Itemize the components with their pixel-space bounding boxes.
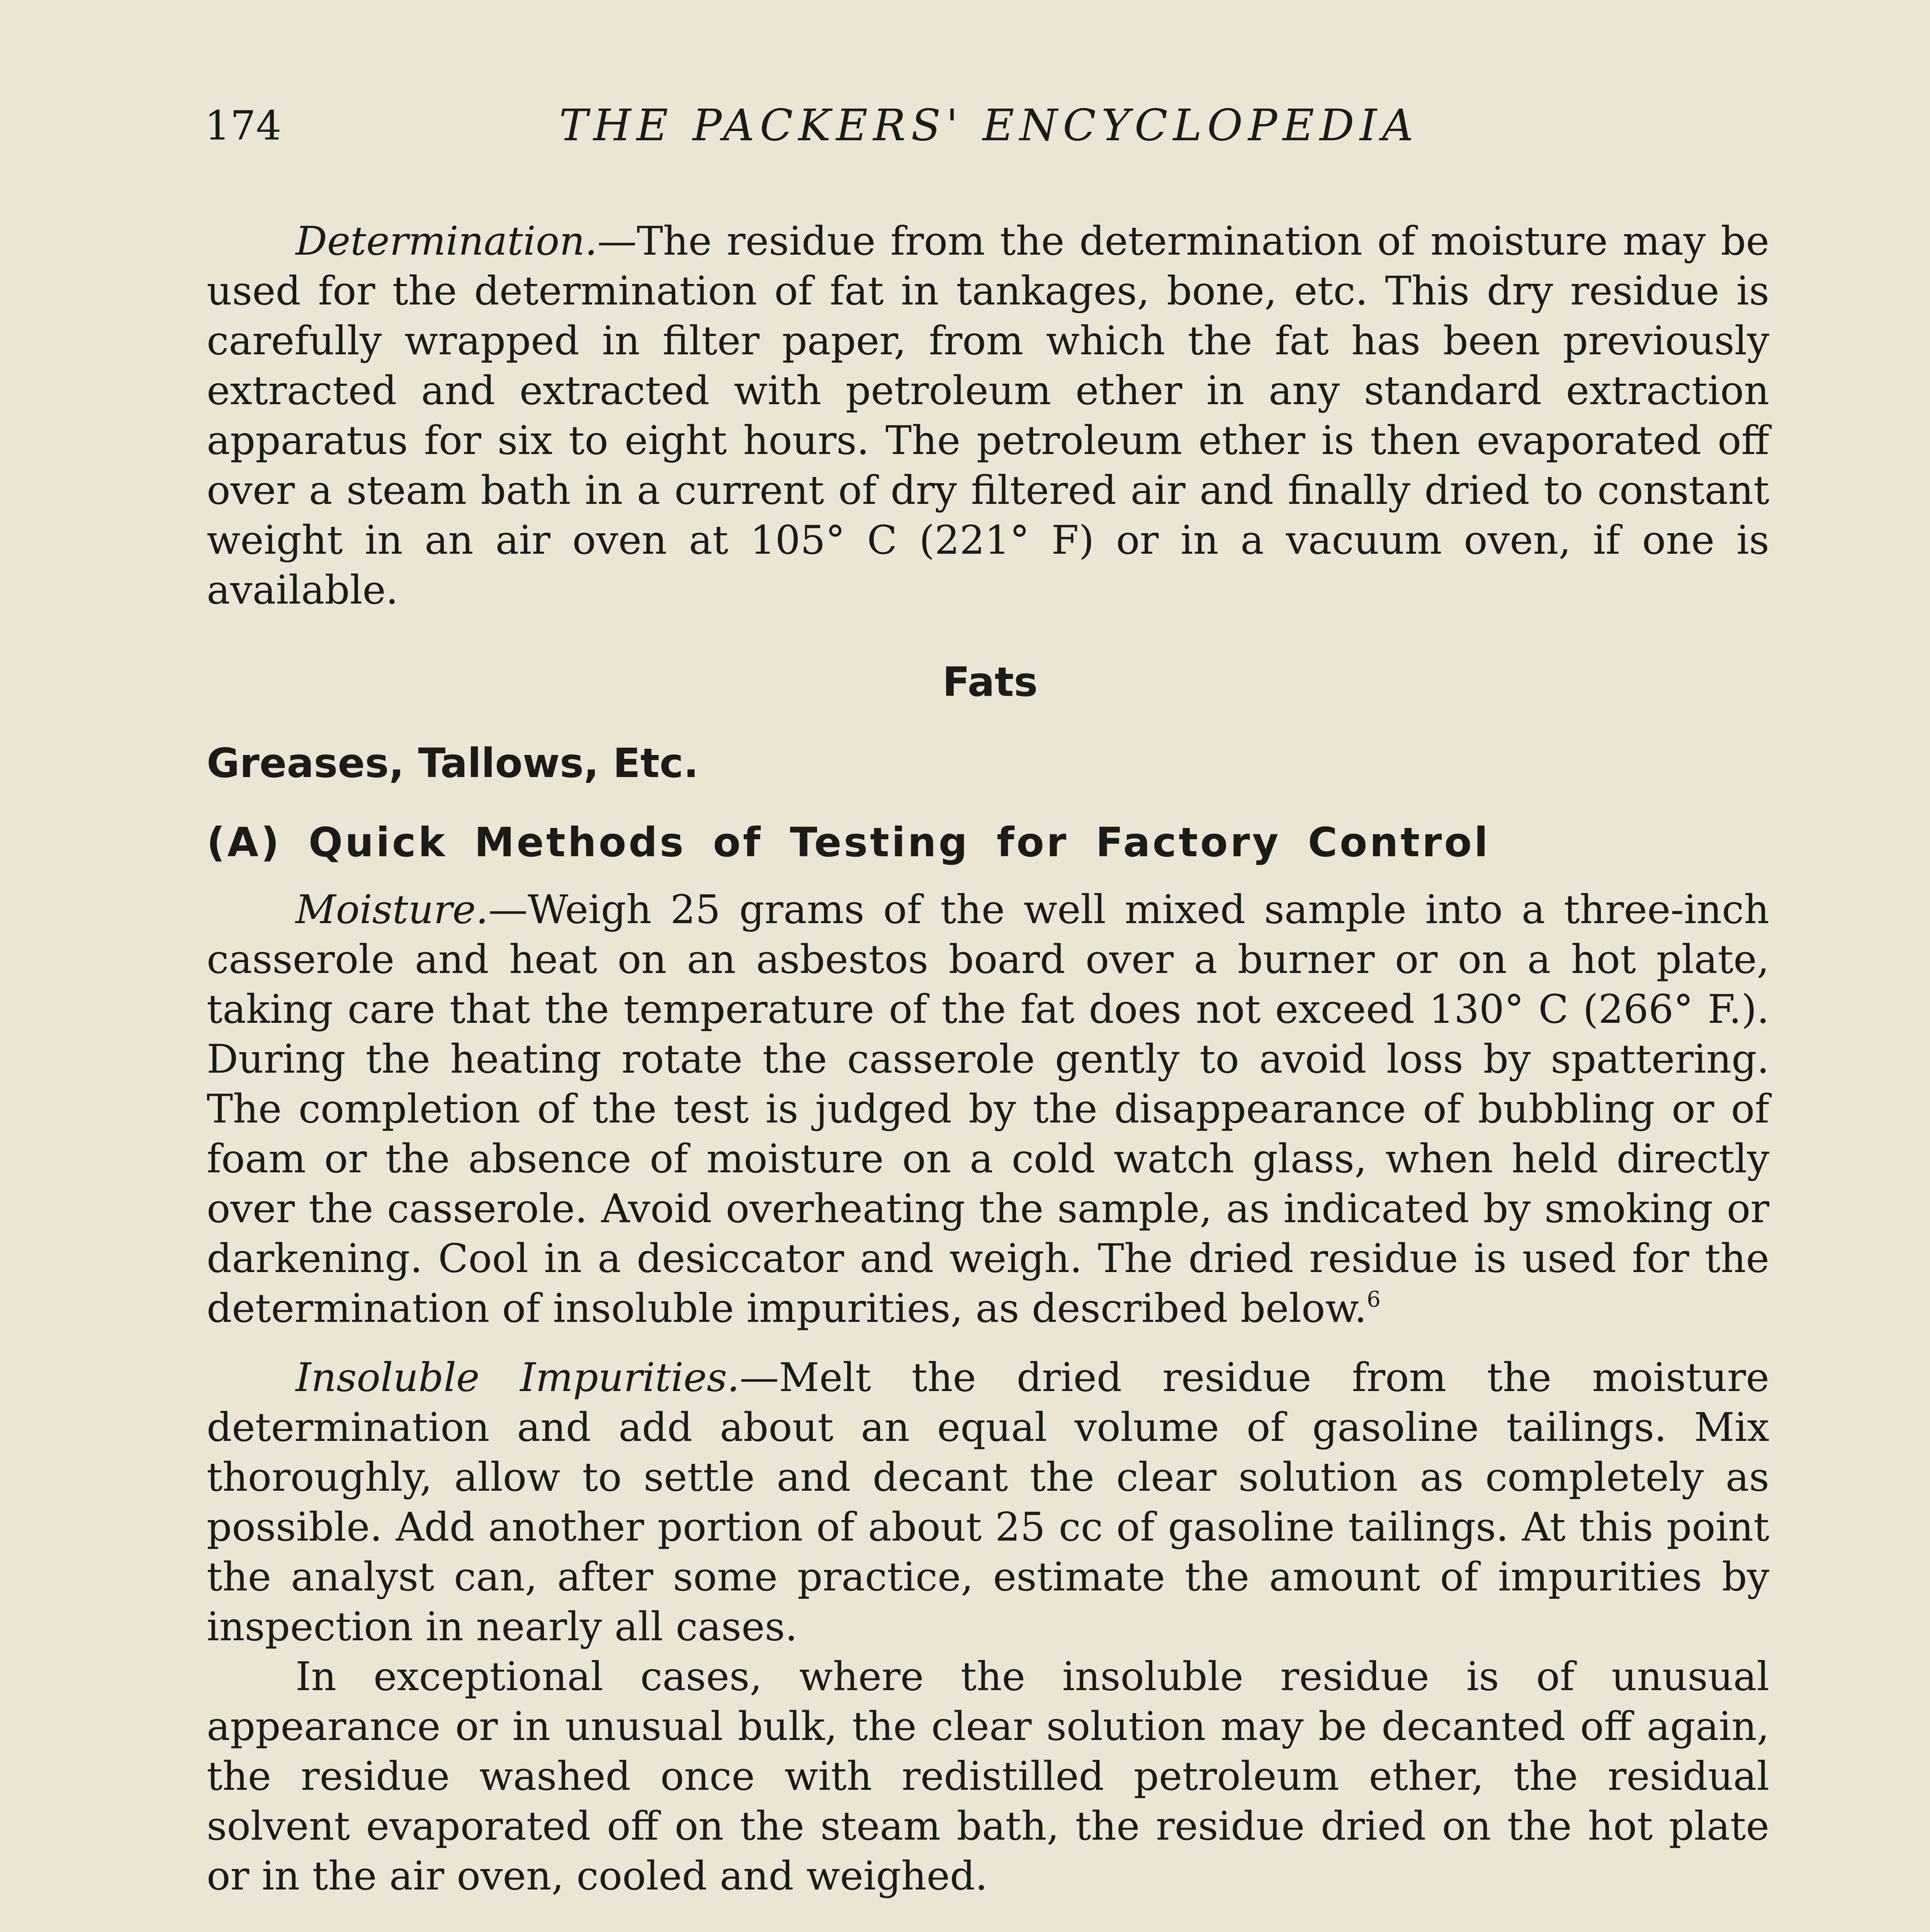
section-a-heading: (A) Quick Methods of Testing for Factory Control <box>207 819 1490 866</box>
determination-text: —The residue from the determination of moisture may be used for the determination of fat in tankages, bone, etc. This dry residue is carefully wrapped in filter paper, from which the fat has been previously extracted and extracted with petroleum ether in any standard extraction apparatus for six to eight hours. The petroleum ether is then evaporated off over a steam bath in a current of dry filtered air and finally dried to constant weight in an air oven at 105° C (221° F) or in a vacuum oven, if one is available. <box>207 218 1769 613</box>
moisture-lead: Moisture. <box>296 887 489 933</box>
insoluble-paragraph <box>207 1353 1769 1652</box>
moisture-paragraph <box>207 885 1769 1333</box>
determination-paragraph-block <box>207 216 1769 615</box>
insoluble-text: —Melt the dried residue from the moisture determination and add about an equal volume of gasoline tailings. Mix thoroughly, allow to settle and decant the clear solution as completely as possible. Add another portion of about 25 cc of gasoline tailings. At this point the analyst can, after some practice, estimate the amount of impurities by inspection in nearly all cases. <box>207 1355 1769 1650</box>
greases-heading: Greases, Tallows, Etc. <box>207 740 699 787</box>
determination-lead: Determination. <box>296 218 598 264</box>
section-a-body <box>207 885 1769 1901</box>
insoluble-lead: Insoluble Impurities. <box>296 1355 740 1401</box>
exceptional-paragraph: In exceptional cases, where the insoluble residue is of unusual appearance or in unusual bulk, the clear solution may be decanted off again, the residue washed once with redistilled petroleum ether, the residual solvent evaporated off on the steam bath, the residue dried on the hot plate or in the air oven, cooled and weighed. <box>207 1654 1769 1899</box>
footnote-ref-6: 6 <box>1367 1287 1381 1312</box>
fats-heading: Fats <box>942 658 1038 706</box>
moisture-text: —Weigh 25 grams of the well mixed sample into a three-inch casserole and heat on an asbestos board over a burner or on a hot plate, taking care that the temperature of the fat does not exceed 130° C (266° F.). During the heating rotate the casserole gently to avoid loss by spattering. The completion of the test is judged by the disappearance of bubbling or of foam or the absence of moisture on a cold watch glass, when held directly over the casserole. Avoid overheating the sample, as indicated by smoking or darkening. Cool in a desiccator and weigh. The dried residue is used for the determination of insoluble impurities, as described below. <box>207 887 1769 1332</box>
page-number: 174 <box>205 102 282 149</box>
determination-paragraph <box>207 216 1769 615</box>
running-title: THE PACKERS' ENCYCLOPEDIA <box>559 100 1419 151</box>
page-header <box>205 100 1773 151</box>
